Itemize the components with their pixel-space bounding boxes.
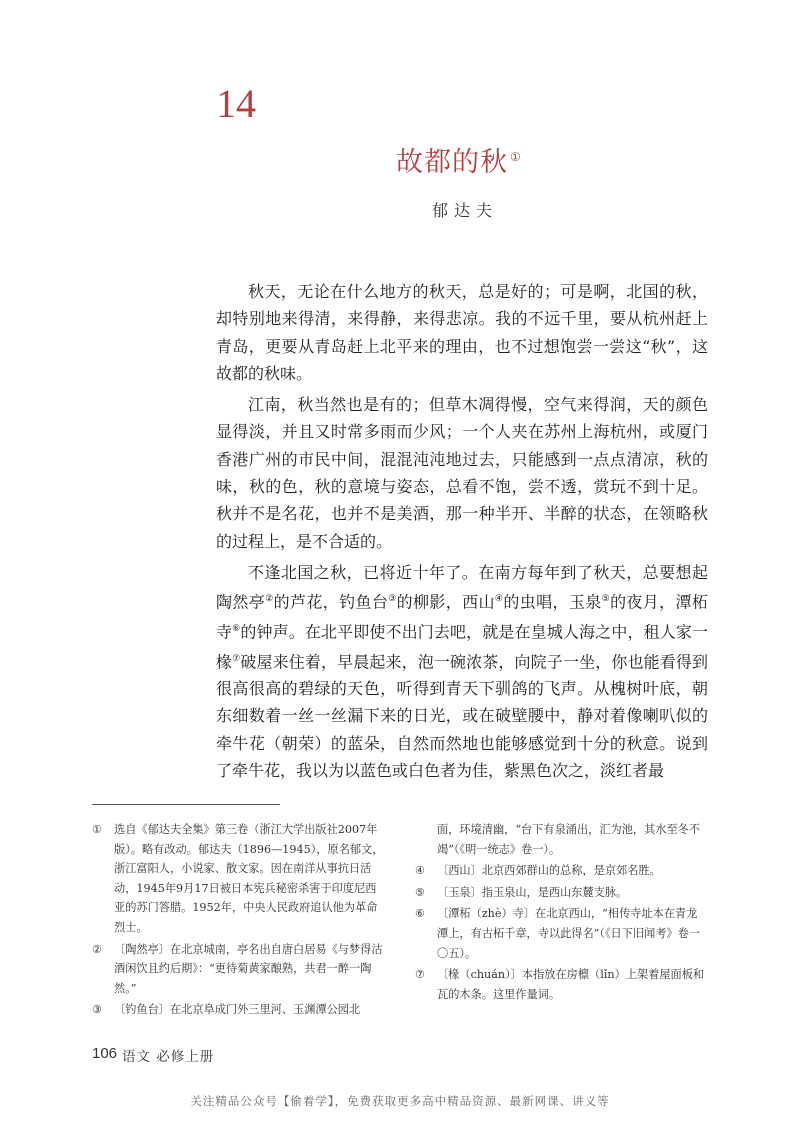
- lesson-number: 14: [216, 81, 256, 126]
- footnote-text: 〔西山〕北京西郊群山的总称，是京郊名胜。: [437, 864, 661, 878]
- footnote-1: [92, 820, 384, 938]
- footnote-mark: ⑥: [415, 907, 426, 921]
- footnote-4: [415, 861, 708, 881]
- text-segment: 不逢北国之秋，已将近十年了。在南方每年到了秋天，总要想起陶然亭: [216, 562, 708, 612]
- footnote-2: [92, 940, 384, 999]
- footnote-ref-2[interactable]: ②: [265, 594, 274, 605]
- text-segment: 的夜月，潭柘寺: [216, 592, 708, 642]
- article-body: [216, 278, 708, 788]
- text-segment: 的柳影，西山: [396, 592, 495, 612]
- footnote-text: 〔潭柘（zhè）寺〕在北京西山，“相传寺址本在青龙潭上，有古柘千章，寺以此得名”（《日下旧闻考》卷一〇五）。: [437, 907, 701, 960]
- footnotes-left-column: [92, 820, 384, 1022]
- paragraph-1: 秋天，无论在什么地方的秋天，总是好的；可是啊，北国的秋，却特别地来得清，来得静，来得悲凉。我的不远千里，要从杭州赶上青岛，更要从青岛赶上北平来的理由，也不过想饱尝一尝这“秋”，这故都的秋味。: [216, 282, 708, 383]
- text-segment: 的虫唱，玉泉: [503, 592, 602, 612]
- footnote-mark: ①: [92, 823, 103, 836]
- footnote-ref-7[interactable]: ⑦: [232, 653, 241, 664]
- footnote-3: [92, 1000, 384, 1020]
- footnote-text: 〔陶然亭〕在北京城南，亭名出自唐白居易《与梦得沽酒闲饮且约后期》：“更待菊黄家酿熟，共君一醉一陶然。”: [114, 942, 383, 995]
- text-segment: 破屋来住着，早晨起来，泡一碗浓茶，向院子一坐，你也能看得到很高很高的碧绿的天色，听得到青天下驯鸽的飞声。从槐树叶底，朝东细数着一丝一丝漏下来的日光，或在破壁腰中，静对着像喇叭似的牵牛花（朝荣）的蓝朵，自然而然地也能够感觉到十分的秋意。说到了牵牛花，我以为以蓝色或白色者为佳，紫黑色次之，淡红者最: [216, 651, 708, 781]
- book-name: 语文 必修上册: [122, 1049, 215, 1065]
- footnote-mark: ④: [415, 864, 426, 878]
- text-segment: 的芦花，钓鱼台: [273, 592, 389, 612]
- watermark-text: 关注精品公众号【偷着学】，免费获取更多高中精品资源、最新网课、讲义等: [190, 1094, 610, 1108]
- paragraph-2: 江南，秋当然也是有的；但草木凋得慢，空气来得润，天的颜色显得淡，并且又时常多雨而少风；一个人夹在苏州上海杭州，或厦门香港广州的市民中间，混混沌沌地过去，只能感到一点点清凉，秋的味，秋的色，秋的意境与姿态，总看不饱，尝不透，赏玩不到十足。秋并不是名花，也并不是美酒，那一种半开、半醉的状态，在领略秋的过程上，是不合适的。: [216, 395, 708, 551]
- footnote-3-continued: 面，环境清幽，“台下有泉涌出，汇为池，其水至冬不竭”（《明一统志》卷一）。: [437, 823, 701, 856]
- footnote-text: 选自《郁达夫全集》第三卷（浙江大学出版社2007年版）。略有改动。郁达夫（1896—1945），原名郁文，浙江富阳人，小说家、散文家。因在南洋从事抗日活动，1945年9月17日被日本宪兵秘密杀害于印度尼西亚的苏门答腊。1952年，中央人民政府追认他为革命烈士。: [114, 823, 384, 934]
- footnote-ref-5[interactable]: ⑤: [601, 594, 611, 605]
- title-footnote-mark[interactable]: ①: [510, 150, 522, 164]
- footnotes-right-column: [415, 820, 708, 1006]
- footnote-5: [415, 883, 708, 903]
- text-segment: 的钟声。在北平即使不出门去吧，就是在皇城人海之中，租人家一椽: [216, 622, 708, 671]
- author: 郁达夫: [432, 201, 499, 220]
- footnote-ref-6[interactable]: ⑥: [232, 623, 241, 634]
- footnote-ref-4[interactable]: ④: [494, 594, 504, 605]
- footnote-text: 〔椽（chuán）〕本指放在房檩（lǐn）上架着屋面板和瓦的木条。这里作量词。: [437, 968, 705, 1001]
- footnote-divider: [92, 804, 280, 805]
- footnote-mark: ⑦: [415, 968, 426, 982]
- footnote-6: [415, 904, 708, 963]
- footnote-ref-3[interactable]: ③: [388, 594, 397, 605]
- footnote-mark: ⑤: [415, 885, 426, 899]
- footnote-text: 〔玉泉〕指玉泉山，是西山东麓支脉。: [437, 885, 628, 899]
- page-number: 106: [92, 1045, 118, 1062]
- paragraph-3: [216, 559, 708, 784]
- title-text: 故都的秋: [396, 147, 508, 178]
- footnote-mark: ③: [92, 1003, 103, 1017]
- page-title: [396, 140, 522, 179]
- footnote-7: [415, 965, 708, 1004]
- footnote-mark: ②: [92, 942, 103, 956]
- footnote-text: 〔钓鱼台〕在北京阜成门外三里河、玉渊潭公园北: [114, 1003, 361, 1017]
